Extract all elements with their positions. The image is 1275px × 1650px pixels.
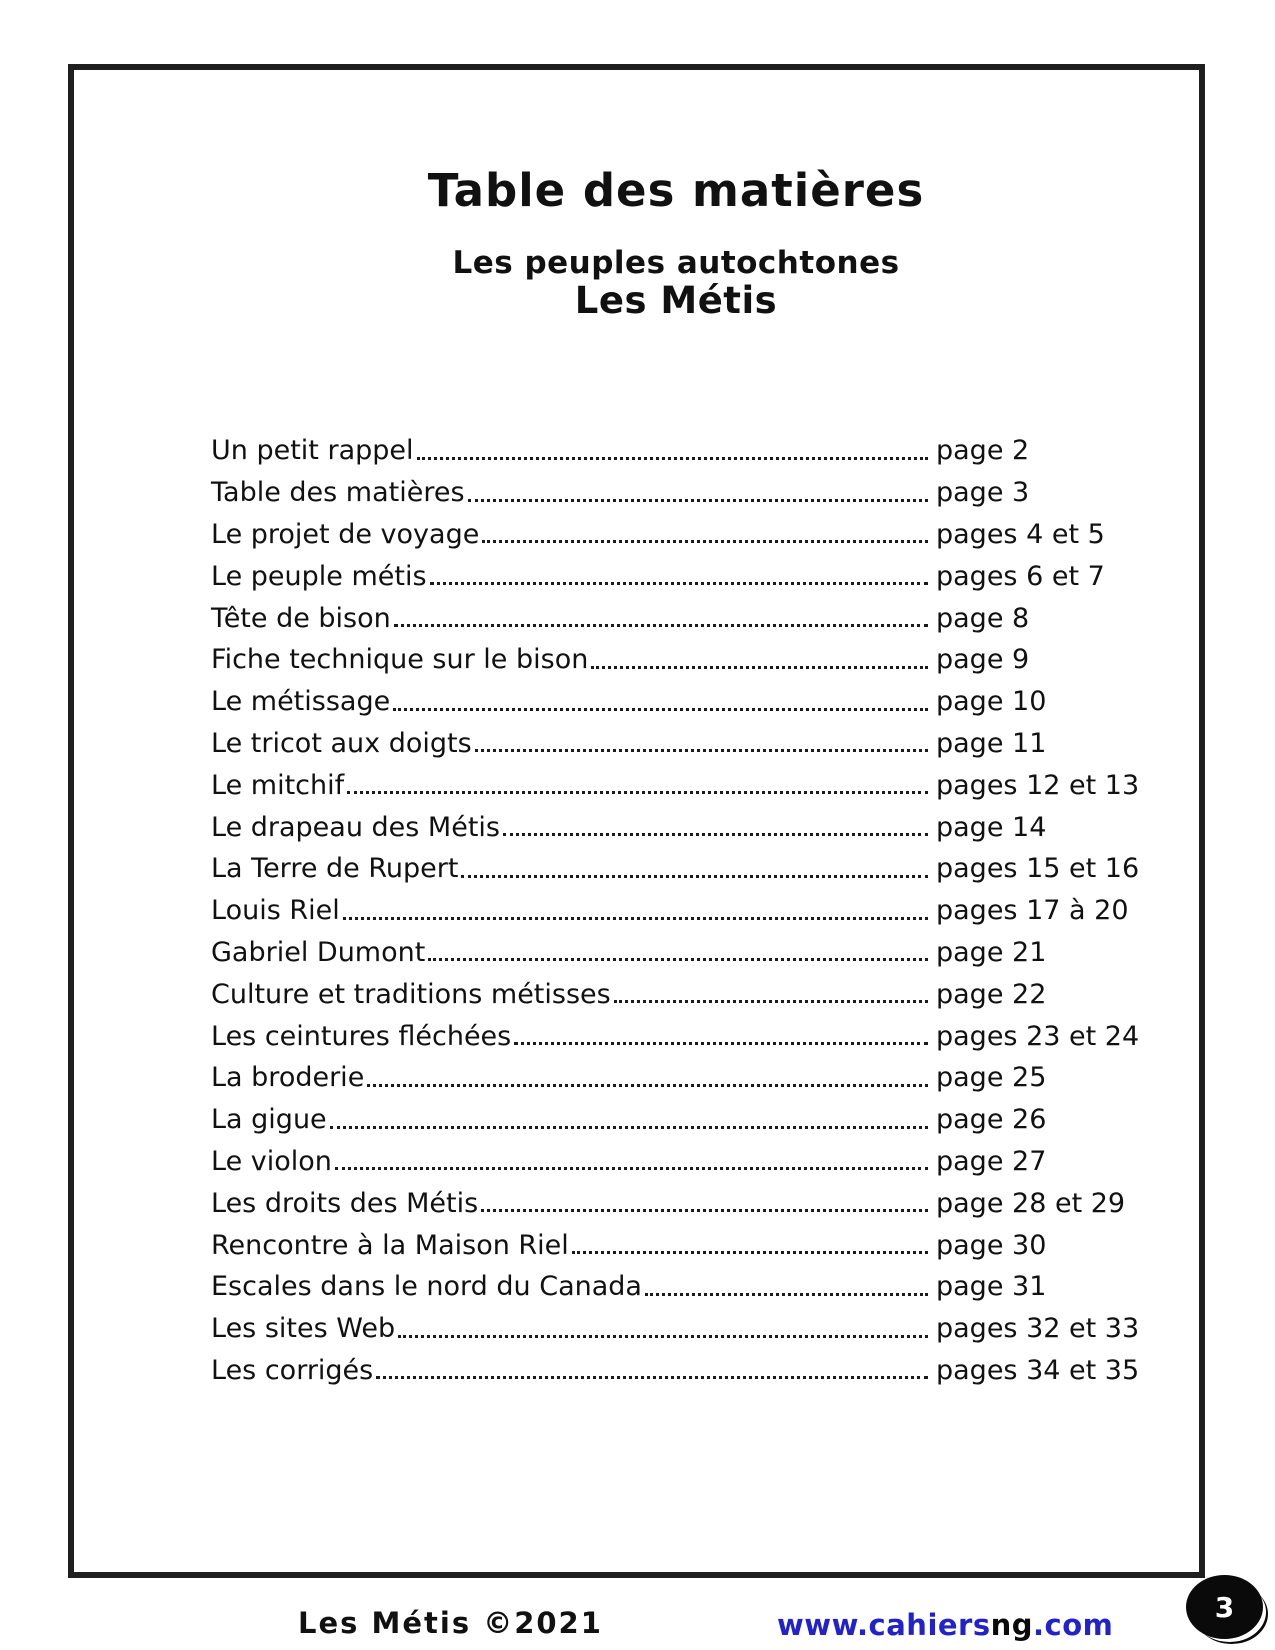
- toc-dotted-leader: [591, 666, 928, 669]
- toc-entry-label: Gabriel Dumont: [211, 936, 426, 968]
- toc-dotted-leader: [503, 833, 928, 836]
- toc-entry-label: Tête de bison: [211, 602, 391, 634]
- toc-dotted-leader: [347, 791, 928, 794]
- toc-entry-label: Le drapeau des Métis: [211, 811, 500, 843]
- toc-row: [211, 551, 1141, 593]
- toc-dotted-leader: [398, 1335, 928, 1338]
- toc-entry-page: pages 32 et 33: [936, 1313, 1140, 1345]
- toc-entry-label: Culture et traditions métisses: [211, 978, 611, 1010]
- toc-row: [211, 844, 1141, 886]
- toc-row: [211, 426, 1141, 468]
- toc-entry-label: Le violon: [211, 1145, 332, 1177]
- toc-entry-page: page 25: [936, 1062, 1047, 1094]
- toc-entry-page: pages 17 à 20: [936, 895, 1129, 927]
- toc-entry-page: pages 4 et 5: [936, 519, 1105, 550]
- toc-entry-label: La gigue: [211, 1104, 327, 1136]
- toc-dotted-leader: [572, 1251, 928, 1254]
- footer-website-link[interactable]: [777, 1608, 1113, 1642]
- toc-dotted-leader: [376, 1376, 928, 1379]
- toc-entry-label: Le mitchif: [211, 769, 345, 801]
- toc-dotted-leader: [481, 1209, 928, 1212]
- toc-row: [211, 886, 1141, 928]
- footer-url-suffix: .com: [1033, 1608, 1114, 1642]
- toc-row: [211, 1346, 1141, 1388]
- toc-dotted-leader: [514, 1042, 928, 1045]
- toc-entry-page: page 10: [936, 686, 1047, 718]
- toc-dotted-leader: [335, 1167, 928, 1170]
- toc-entry-label: Table des matières: [211, 477, 465, 509]
- toc-entry-label: Le projet de voyage: [211, 519, 480, 550]
- toc-entry-page: page 22: [936, 978, 1047, 1010]
- toc-row: [211, 1137, 1141, 1179]
- toc-row: [211, 719, 1141, 761]
- toc-entry-label: Louis Riel: [211, 895, 340, 927]
- toc-dotted-leader: [461, 875, 928, 878]
- toc-dotted-leader: [428, 958, 928, 961]
- toc-row: [211, 468, 1141, 510]
- footer-url-prefix: www.cahiers: [777, 1608, 991, 1642]
- page-header: [211, 166, 1141, 320]
- toc-row: [211, 635, 1141, 677]
- toc-entry-page: pages 23 et 24: [936, 1020, 1140, 1052]
- toc-entry-page: pages 34 et 35: [936, 1354, 1140, 1386]
- toc-row: [211, 928, 1141, 970]
- footer-url-brand: ng: [990, 1608, 1034, 1642]
- toc-entry-page: page 9: [936, 644, 1030, 676]
- toc-entry-page: page 30: [936, 1229, 1047, 1261]
- toc-entry-page: page 11: [936, 727, 1047, 759]
- toc-entry-page: page 2: [936, 435, 1030, 467]
- toc-entry-page: page 14: [936, 811, 1047, 843]
- toc-entry-page: pages 6 et 7: [936, 560, 1105, 592]
- toc-row: [211, 677, 1141, 719]
- toc-entry-page: page 3: [936, 477, 1030, 509]
- page-subtitle-series: Les peuples autochtones: [452, 244, 900, 281]
- toc-list: [211, 426, 1141, 1387]
- toc-entry-label: La Terre de Rupert: [211, 853, 459, 885]
- toc-dotted-leader: [343, 917, 928, 920]
- toc-row: [211, 1220, 1141, 1262]
- toc-entry-page: page 21: [936, 936, 1047, 968]
- toc-row: [211, 760, 1141, 802]
- toc-entry-label: Un petit rappel: [211, 435, 414, 467]
- toc-entry-page: page 27: [936, 1145, 1047, 1177]
- toc-entry-page: page 26: [936, 1104, 1047, 1136]
- toc-dotted-leader: [645, 1293, 928, 1296]
- toc-dotted-leader: [393, 708, 928, 711]
- page-subtitle-topic: Les Métis: [574, 278, 778, 322]
- toc-row: [211, 1011, 1141, 1053]
- toc-entry-label: Le peuple métis: [211, 560, 427, 592]
- toc-entry-label: Escales dans le nord du Canada: [211, 1271, 642, 1303]
- toc-entry-page: page 8: [936, 602, 1030, 634]
- toc-dotted-leader: [417, 457, 929, 460]
- toc-dotted-leader: [367, 1084, 928, 1087]
- toc-entry-page: pages 15 et 16: [936, 853, 1140, 885]
- toc-entry-page: page 28 et 29: [936, 1187, 1126, 1219]
- toc-row: [211, 510, 1141, 552]
- toc-dotted-leader: [475, 749, 928, 752]
- toc-row: [211, 1095, 1141, 1137]
- toc-entry-page: page 31: [936, 1271, 1047, 1303]
- toc-entry-page: pages 12 et 13: [936, 769, 1140, 801]
- toc-entry-label: Les droits des Métis: [211, 1187, 479, 1219]
- toc-row: [211, 1304, 1141, 1346]
- toc-row: [211, 1178, 1141, 1220]
- toc-entry-label: Le métissage: [211, 686, 391, 718]
- footer-copyright: Les Métis ©2021: [298, 1606, 603, 1640]
- page-number-badge: [1186, 1575, 1263, 1639]
- page-title: Table des matières: [427, 164, 925, 217]
- toc-entry-label: La broderie: [211, 1062, 365, 1094]
- toc-dotted-leader: [330, 1126, 928, 1129]
- toc-row: [211, 593, 1141, 635]
- toc-row: [211, 1053, 1141, 1095]
- toc-entry-label: Rencontre à la Maison Riel: [211, 1229, 569, 1261]
- toc-dotted-leader: [482, 540, 928, 543]
- toc-dotted-leader: [394, 624, 928, 627]
- toc-entry-label: Fiche technique sur le bison: [211, 644, 589, 676]
- toc-entry-label: Les corrigés: [211, 1354, 374, 1386]
- toc-entry-label: Les ceintures fléchées: [211, 1020, 512, 1052]
- page-number: 3: [1214, 1590, 1235, 1624]
- page-border-frame: [68, 64, 1235, 1642]
- toc-dotted-leader: [468, 499, 928, 502]
- toc-dotted-leader: [614, 1000, 928, 1003]
- toc-row: [211, 802, 1141, 844]
- toc-dotted-leader: [430, 582, 928, 585]
- toc-entry-label: Le tricot aux doigts: [211, 727, 472, 759]
- toc-row: [211, 969, 1141, 1011]
- toc-row: [211, 1262, 1141, 1304]
- toc-entry-label: Les sites Web: [211, 1313, 396, 1345]
